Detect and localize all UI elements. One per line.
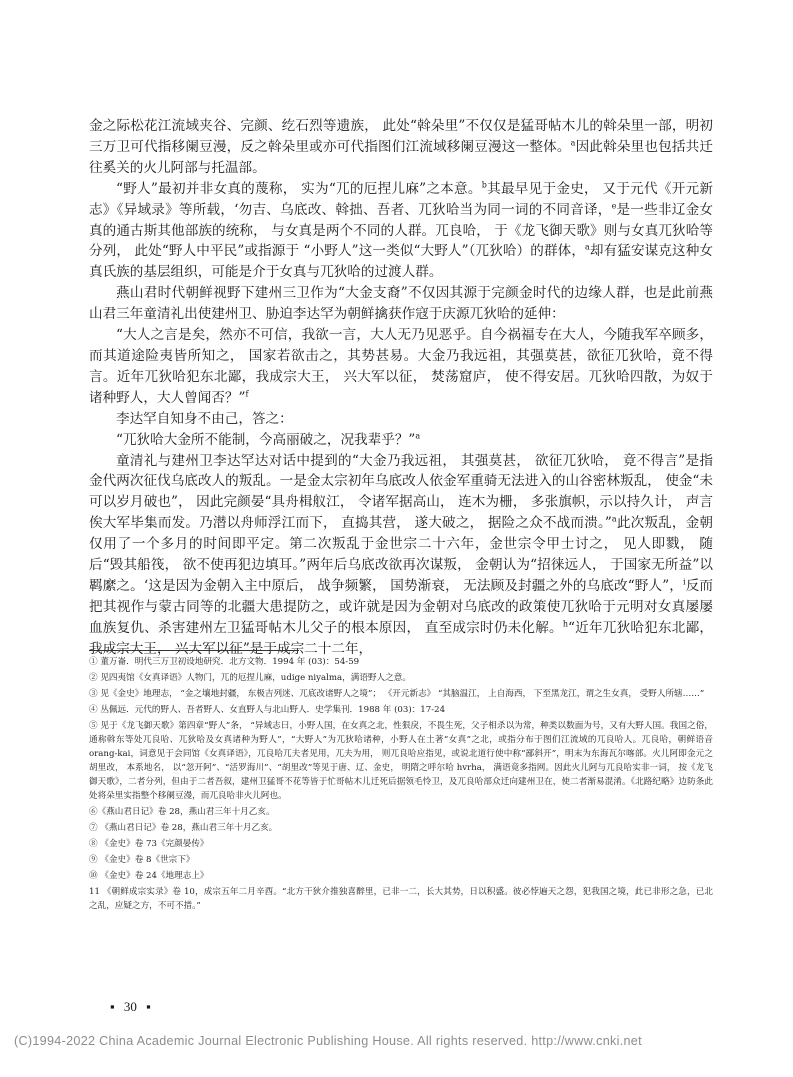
footnote: ⑦ 《燕山君日记》卷 28，燕山君三年十月乙亥。 <box>89 823 278 833</box>
paragraph: 燕山君时代朝鲜视野下建州三卫作为“大金支裔”不仅因其源于完颜金时代的边缘人群，也是此前燕山君三年童清礼出使建州卫、胁迫李达罕为朝鲜擒获作寇于庆源兀狄哈的延伸： <box>89 285 713 323</box>
footnote-ref: i <box>683 577 686 587</box>
footnote: ③ 见《金史》地理志， “金之壤地封疆， 东极吉列迷、兀底改诸野人之境”； 《开元新志》 “其脑温江， 上自海西， 下至黑龙江，谓之生女真， 受野人所辖……” <box>89 689 705 699</box>
block-quote: “大人之言是矣，然亦不可信，我欲一言，大人无乃见恶乎。自今祸福专在大人，今随我军卒顾多，而其道途险夷皆所知之， 国家若欲击之，其势甚易。大金乃我远祖，其强莫甚，欲征兀狄哈，竟不得言。近年兀狄哈犯东北鄙，我成宗大王， 兴大军以征， 焚荡窟庐， 使不得安居。兀狄哈四散，为奴于诸种野人，大人曾闻否？”$^f$ <box>89 327 713 406</box>
block-quote: “兀狄哈大金所不能制，今高丽破之，况我辈乎？”$^a$ <box>116 431 421 448</box>
page-number: ▪ 30 ▪ <box>110 999 151 1014</box>
footnote: ⑩ 《金史》卷 24《地理志上》 <box>89 871 209 881</box>
footnote: ⑨ 《金史》卷 8《世宗下》 <box>89 855 195 865</box>
paragraph: 金之际松花江流域夹谷、完颜、纥石烈等遗族， 此处“斡朵里”不仅仅是猛哥帖木儿的斡朵里一部，明初三万卫可代指移阑豆漫，反之斡朵里或亦可代指图们江流域移阑豆漫这一整体。$^a$因此斡朵里也包括共迁往奚关的火儿阿部与托温部。 <box>89 118 714 176</box>
footnote-ref: a <box>611 514 617 524</box>
footnotes <box>89 655 713 915</box>
footnote: ⑤ 见于《龙飞御天歌》第四章“野人”条， “异域志曰，小野人国，在女真之北，性狠戾，不畏生死，父子相杀以为常，种类以数面为号，又有大野人国。我国之俗， 通称斡东等处兀良哈、兀狄哈及女真诸种为野人”，“大野人”为兀狄哈诸种，小野人在土著“女真”之北，或指分布于图们江流域的兀良哈人。兀良哈，朝鲜语音 orang-kai，词意见于会同馆《女真译语》，兀良哈兀夫者见用，兀夫为用， 则兀良哈应指见，或说北道行使中称“鄙斜开”，明末为东海瓦尔喀部。火儿阿即金元之胡里改， 本系地名， 以“忽开阿”、“活罗海川”、“胡里改”等见于唐、辽、金史， 明隋之呼尔哈 hvrha， 满语竟多指网。因此火儿阿与兀良哈实非一词， 按《龙飞御天歌》，二者分列，但由于二者吾叙，建州卫猛哥不花等皆于忙哥帖木儿迁死后据领毛怜卫，及兀良哈部众迁向建州卫在，使二者渐易混淆。《北路纪略》边防条此处将朵里实指整个移阑豆漫，而兀良哈非火儿阿也。 <box>89 721 713 801</box>
paragraph: 童清礼与建州卫李达罕达对话中提到的“大金乃我远祖， 其强莫甚， 欲征兀狄哈， 竟不得言”是指金代两次征伐乌底改人的叛乱。一是金太宗初年乌底改人依金军重骑无法进入的山谷密林叛乱， 使金“未可以岁月破也”， 因此完颜晏“具舟楫舣江， 令诸军据高山， 连木为栅， 多张旗帜，示以持久计， 声言俟大军毕集而发。乃潜以舟师浮江而下， 直捣其营， 遂大破之， 据险之众不战而溃。”$^a$此次叛乱，金朝仅用了一个多月的时间即平定。第二次叛乱于金世宗二十六年，金世宗令甲士讨之， 见人即戮， 随后“毁其船筏， 欲不使再犯边填耳。”两年后乌底改欲再次谋叛， 金朝认为“招徕远人， 于国家无所益”以羁縻之。‘这是因为金朝入主中原后， 战争频繁， 国势渐衰， 无法顾及封疆之外的乌底改“野人”，$^i$反而把其视作与蒙古同等的北疆大患提防之，或许就是因为金朝对乌底改的政策使兀狄哈于元明对女真屡屡血族复仇、杀害建州左卫猛哥帖木儿父子的根本原因， 直至成宗时仍未化解。$^h$“近年兀狄哈犯东北鄙， 我成宗大王， 兴大军以征”是于成宗二十二年， <box>89 452 713 657</box>
footnote: 11 《朝鲜成宗实录》卷 10，成宗五年二月辛酉。“北方干狄介推独喜醉里，已非一二，长大其势，日以积盛。彼必悖遍天之怨，犯我国之境，此已非形之急，已北之乱，应疑之方，不可不措。” <box>89 887 713 911</box>
footnote: ④ 丛佩远．元代的野人、吾者野人、女直野人与北山野人．史学集刊．1988 年 (03)：17-24 <box>89 705 446 715</box>
footnote: ① 董万崙．明代三万卫初设地研究．北方文物．1994 年 (03)：54-59 <box>89 657 360 667</box>
footnote-ref: e <box>611 201 617 211</box>
footnote: ② 见四夷馆《女真译语》人物门，兀的厄捏儿麻，udige niyalma，满语野人之意。 <box>89 673 411 683</box>
copyright-footer: (C)1994-2022 China Academic Journal Electronic Publishing House. All rights reserved. http://www.cnki.net <box>14 1034 642 1048</box>
footnote-ref: b <box>481 180 487 190</box>
footnote-ref: a <box>415 431 421 441</box>
footnote-ref: a <box>570 138 576 148</box>
footnote-ref: h <box>562 619 569 629</box>
footnote-divider <box>89 650 299 651</box>
body-text <box>89 116 713 660</box>
footnote-ref: f <box>245 389 249 399</box>
paragraph: “野人”最初并非女真的蔑称， 实为“兀的厄捏儿麻”之本意。$^b$其最早见于金史， 又于元代《开元新志》《异域录》等所载，‘勿吉、乌底改、斡拙、吾者、兀狄哈当为同一词的不同音译，$^e$是一些非辽金女真的通古斯其他部族的统称， 与女真是两个不同的人群。兀良哈， 于《龙飞御天歌》则与女真兀狄哈等分列， 此处“野人中平民”或指源于 “小野人”这一类似“大野人”（兀狄哈）的群体，$^a$却有猛安谋克这种女真氏族的基层组织，可能是介于女真与兀狄哈的过渡人群。 <box>89 180 713 281</box>
footnote-ref: a <box>585 242 590 252</box>
paragraph: 李达罕自知身不由己，答之： <box>116 410 293 427</box>
footnote: ⑥《燕山君日记》卷 28，燕山君三年十月乙亥。 <box>89 807 275 817</box>
footnote: ⑧ 《金史》卷 73《完颜晏传》 <box>89 839 209 849</box>
